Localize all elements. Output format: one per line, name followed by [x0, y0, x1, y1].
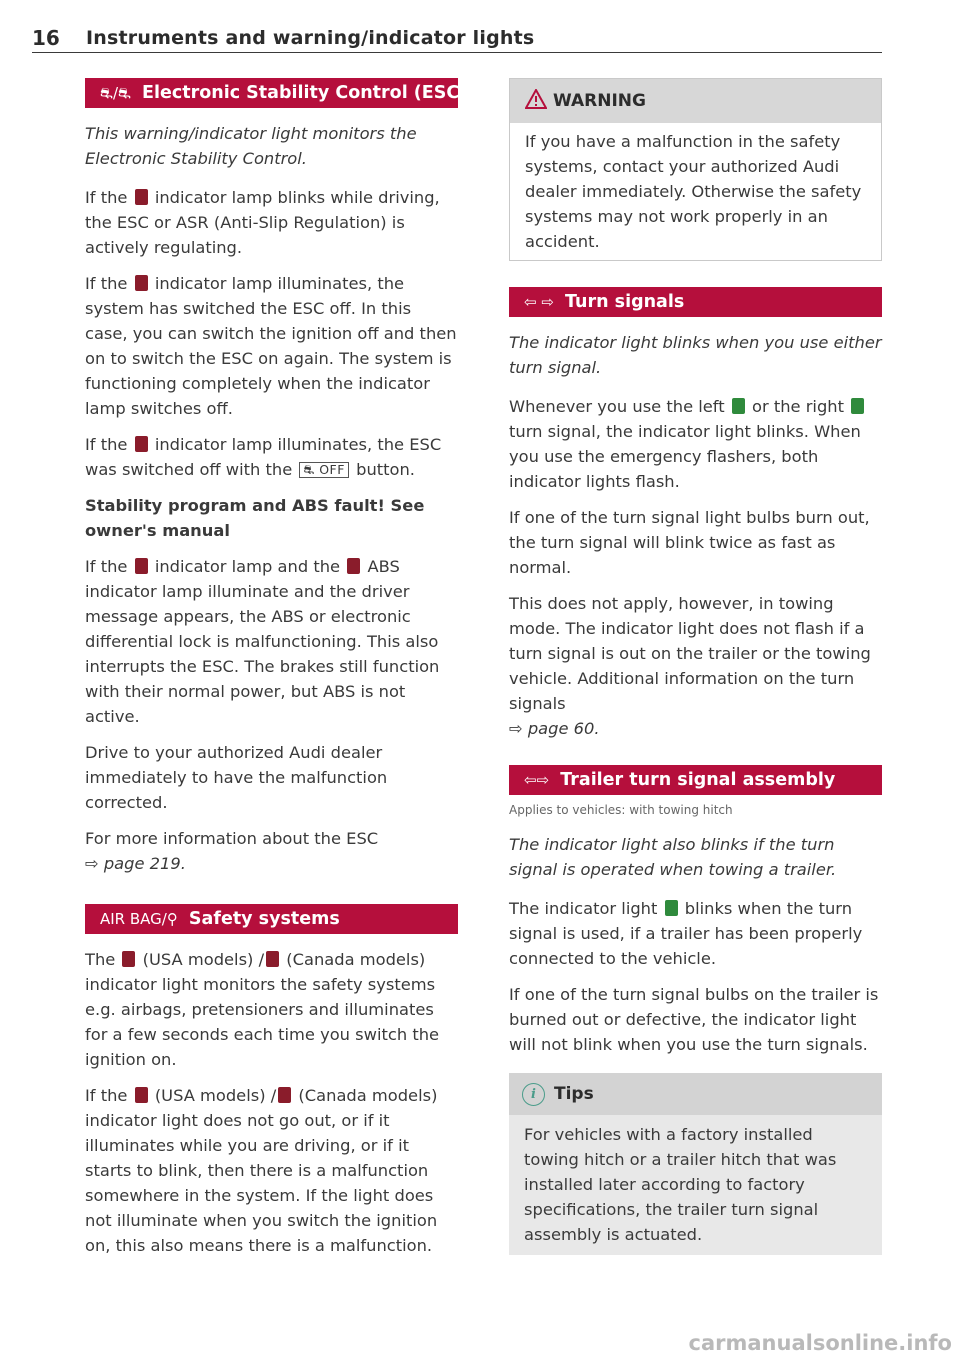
warning-heading [510, 79, 881, 123]
esc-heading-text: Electronic Stability Control (ESC) [142, 83, 468, 103]
tips-text: For vehicles with a factory installed towing hitch or a trailer hitch that was installed later according to factory specifications, the trailer turn signal assembly is actuated. [524, 1125, 837, 1244]
esc-intro: This warning/indicator light monitors the Electronic Stability Control. [85, 124, 417, 168]
esc-paragraph-5: Drive to your authorized Audi dealer immediately to have the malfunction corrected. [85, 743, 388, 812]
trailer-applies-note: Applies to vehicles: with towing hitch [509, 803, 733, 817]
airbag-icon: AIR BAG/⚲ [100, 910, 178, 928]
esc-paragraph-3: If the indicator lamp illuminates, the ESC was switched off with the ⛐ OFF button. [85, 435, 442, 479]
safety-paragraph-1: The (USA models) / (Canada models) indicator light monitors the safety systems e.g. airbags, pretensioners and illuminates for a few seconds each time you switch the ignition on. [85, 950, 440, 1069]
esc-paragraph-6: For more information about the ESC ⇨ page 219. [85, 829, 379, 873]
page-heading: Instruments and warning/indicator lights [86, 27, 535, 49]
trailer-signal-icon: ⇦⇨ [524, 771, 550, 789]
safety-section-heading [85, 904, 458, 934]
esc-indicator-icon [135, 558, 148, 574]
trailer-paragraph-1: The indicator light blinks when the turn signal is used, if a trailer has been properly connected to the vehicle. [509, 899, 863, 968]
airbag-canada-indicator-icon [278, 1087, 291, 1103]
trailer-heading-text: Trailer turn signal assembly [560, 770, 836, 790]
esc-off-button-label: ⛐ OFF [299, 462, 348, 478]
page-60-link[interactable]: ⇨ page 60. [509, 719, 600, 738]
turn-paragraph-1: Whenever you use the left or the right turn signal, the indicator light blinks. When you use the emergency flashers, both indicator lights flash. [509, 394, 882, 494]
trailer-indicator-icon [665, 900, 678, 916]
esc-off-indicator-icon [135, 436, 148, 452]
tips-box [509, 1073, 882, 1255]
turn-intro: The indicator light blinks when you use either turn signal. [509, 333, 882, 377]
esc-indicator-icon [135, 275, 148, 291]
trailer-section-heading [509, 765, 882, 795]
right-column [509, 78, 882, 1255]
trailer-intro: The indicator light also blinks if the turn signal is operated when towing a trailer. [509, 835, 837, 879]
esc-section-heading [85, 78, 468, 108]
turn-section-heading [509, 287, 882, 317]
right-turn-indicator-icon [851, 398, 864, 414]
warning-body [510, 123, 881, 260]
esc-paragraph-4: If the indicator lamp and the ABS indicator lamp illuminate and the driver message appears, the ABS or electronic differential lock is malfunctioning. This also interrupts the ESC. The brakes still function with their normal power, but ABS is not active. [85, 557, 440, 726]
page-219-link[interactable]: ⇨ page 219. [85, 854, 186, 873]
turn-signal-icon: ⇦ ⇨ [524, 293, 554, 311]
page-header [32, 22, 882, 53]
tips-heading-text: Tips [554, 1084, 594, 1104]
left-turn-indicator-icon [732, 398, 745, 414]
watermark: carmanualsonline.info [688, 1331, 952, 1355]
tips-heading [509, 1073, 882, 1115]
airbag-usa-indicator-icon [135, 1087, 148, 1103]
warning-heading-text: WARNING [553, 91, 646, 111]
info-icon: i [522, 1083, 545, 1106]
airbag-usa-indicator-icon [122, 951, 135, 967]
safety-paragraph-2: If the (USA models) / (Canada models) indicator light does not go out, or if it illuminates while you are driving, or if it starts to blink, then there is a malfunction somewhere in the system. If the light does not illuminate when you switch the ignition on, this also means there is a malfunction. [85, 1086, 438, 1255]
tips-body [509, 1115, 882, 1255]
turn-paragraph-2: If one of the turn signal light bulbs burn out, the turn signal will blink twice as fast as normal. [509, 508, 870, 577]
page-number: 16 [32, 26, 60, 50]
left-column [85, 78, 468, 1269]
esc-icon: ⛐/⛐ [100, 84, 131, 102]
esc-paragraph-2: If the indicator lamp illuminates, the system has switched the ESC off. In this case, you can switch the ignition off and then on to switch the ESC on again. The system is functioning completely when the indicator lamp switches off. [85, 274, 457, 418]
turn-paragraph-3: This does not apply, however, in towing mode. The indicator light does not flash if a turn signal is out on the trailer or the towing vehicle. Additional information on the turn signals ⇨ page 60. [509, 594, 871, 738]
turn-heading-text: Turn signals [565, 292, 685, 312]
esc-indicator-icon [135, 189, 148, 205]
trailer-paragraph-2: If one of the turn signal bulbs on the trailer is burned out or defective, the indicator light will not blink when you use the turn signals. [509, 985, 879, 1054]
warning-box [509, 78, 882, 261]
warning-text: If you have a malfunction in the safety systems, contact your authorized Audi dealer immediately. Otherwise the safety systems may not work properly in an accident. [525, 132, 862, 251]
esc-fault-message: Stability program and ABS fault! See owner's manual [85, 496, 425, 540]
warning-triangle-icon [525, 89, 547, 109]
safety-heading-text: Safety systems [188, 909, 340, 929]
abs-indicator-icon [347, 558, 360, 574]
esc-paragraph-1: If the indicator lamp blinks while driving, the ESC or ASR (Anti-Slip Regulation) is actively regulating. [85, 188, 440, 257]
airbag-canada-indicator-icon [266, 951, 279, 967]
